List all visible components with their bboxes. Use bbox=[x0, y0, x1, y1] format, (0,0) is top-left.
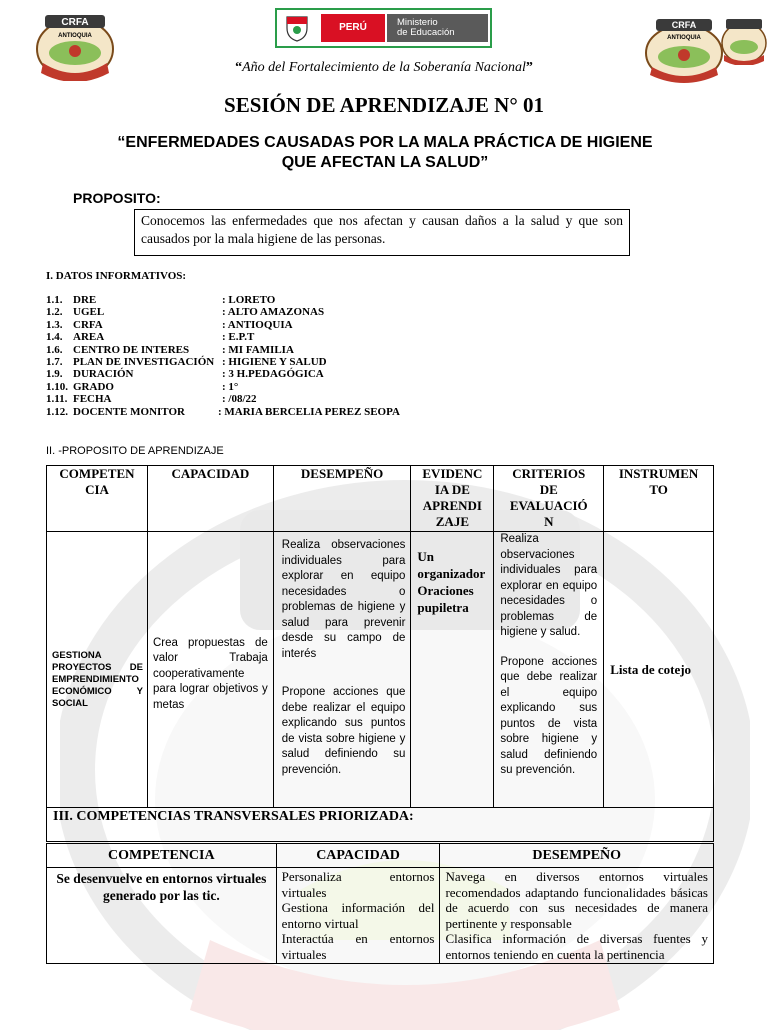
ministry-name-line1: Ministerio bbox=[397, 17, 438, 28]
svg-text:ANTIOQUIA: ANTIOQUIA bbox=[58, 33, 92, 39]
info-number: 1.11. bbox=[46, 393, 68, 406]
instrumento-text: Lista de cotejo bbox=[610, 662, 692, 677]
info-label: DRE bbox=[73, 294, 97, 306]
info-value: : /08/22 bbox=[222, 393, 257, 406]
info-label: PLAN DE INVESTIGACIÓN bbox=[73, 355, 215, 368]
header-desempeno: DESEMPEÑO bbox=[273, 466, 411, 532]
header-instrumento: INSTRUMEN TO bbox=[604, 466, 714, 532]
info-number: 1.10. bbox=[46, 380, 68, 393]
t3-header-capacidad: CAPACIDAD bbox=[276, 844, 440, 868]
info-label: FECHA bbox=[73, 393, 112, 406]
session-title: SESIÓN DE APRENDIZAJE N° 01 bbox=[224, 93, 544, 117]
info-value: : ANTIOQUIA bbox=[222, 318, 293, 331]
evidencia-text-2: Oraciones pupiletra bbox=[417, 583, 474, 615]
criterios-text-2: Propone acciones que debe realizar el equipo explicando sus puntos de vista sobre higiene y salud definiendo su prevención. bbox=[500, 655, 598, 776]
info-value: : 3 H.PEDAGÓGICA bbox=[222, 368, 324, 381]
criterios-text-1: Realiza observaciones individuales para explorar en equipo necesidades o problemas de higiene y salud. bbox=[500, 533, 598, 638]
main-title-line1: “ENFERMEDADES CAUSADAS POR LA MALA PRÁCTICA DE HIGIENE bbox=[117, 134, 653, 151]
section2-title: II. -PROPOSITO DE APRENDIZAJE bbox=[46, 445, 224, 457]
t3-capacidad-1: Personaliza entornos virtuales bbox=[281, 869, 435, 900]
info-value: : 1° bbox=[222, 380, 239, 393]
peru-coat-of-arms-icon bbox=[283, 14, 311, 42]
t3-capacidad-cell bbox=[276, 868, 440, 964]
t3-desempeno-1: Navega en diversos entornos virtuales recomendados adaptando funcionalidades básicas de acuerdo con sus necesidades de manera pertinente y responsable bbox=[445, 869, 708, 931]
instrumento-cell bbox=[604, 532, 714, 808]
capacidad-cell bbox=[147, 532, 273, 808]
purpose-label: PROPOSITO: bbox=[73, 190, 161, 206]
info-value: : ALTO AMAZONAS bbox=[222, 306, 325, 319]
t3-desempeno-2: Clasifica información de diversas fuentes y entornos teniendo en cuenta la pertinencia bbox=[445, 931, 708, 962]
competencia-text: GESTIONA PROYECTOS DE EMPRENDIMIENTO ECONÓMICO Y SOCIAL bbox=[52, 649, 143, 709]
info-number: 1.4. bbox=[46, 331, 63, 344]
header-evidencia: EVIDENC IA DE APRENDI ZAJE bbox=[411, 466, 494, 532]
main-title bbox=[60, 133, 710, 173]
criterios-cell bbox=[494, 532, 604, 808]
section3-title: III. COMPETENCIAS TRANSVERSALES PRIORIZADA: bbox=[47, 808, 714, 842]
info-number: 1.2. bbox=[46, 306, 63, 319]
evidencia-cell bbox=[411, 532, 494, 808]
info-number: 1.3. bbox=[46, 318, 63, 331]
crfa-seal-small bbox=[720, 17, 768, 65]
info-label: DOCENTE MONITOR bbox=[73, 405, 185, 418]
main-title-line2: QUE AFECTAN LA SALUD” bbox=[281, 154, 489, 171]
peru-label: PERÚ bbox=[321, 14, 385, 42]
info-value: : HIGIENE Y SALUD bbox=[222, 355, 327, 368]
header-criterios: CRITERIOS DE EVALUACIÓ N bbox=[494, 466, 604, 532]
header-capacidad: CAPACIDAD bbox=[147, 466, 273, 532]
ministry-name-line2: de Educación bbox=[397, 27, 455, 38]
info-label: UGEL bbox=[73, 306, 105, 319]
t3-competencia-text: Se desenvuelve en entornos virtuales generado por las tic. bbox=[47, 868, 277, 964]
t3-capacidad-2: Gestiona información del entorno virtual bbox=[281, 900, 435, 931]
info-number: 1.9. bbox=[46, 368, 63, 381]
t3-capacidad-3: Interactúa en entornos virtuales bbox=[281, 931, 435, 962]
desempeno-text-2: Propone acciones que debe realizar el equipo explicando sus puntos de vista sobre higiene y salud definiendo su prevención. bbox=[281, 686, 406, 776]
purpose-text: Conocemos las enfermedades que nos afectan y causan daños a la salud y que son causados por la mala higiene de las personas. bbox=[134, 209, 630, 256]
info-number: 1.7. bbox=[46, 355, 63, 368]
transversal-competencies-table bbox=[46, 843, 714, 964]
ministry-name bbox=[387, 14, 488, 42]
t3-header-desempeno: DESEMPEÑO bbox=[440, 844, 714, 868]
t3-header-competencia: COMPETENCIA bbox=[47, 844, 277, 868]
info-value: : MI FAMILIA bbox=[222, 343, 294, 356]
year-motto: “Año del Fortalecimiento de la Soberanía Nacional” bbox=[235, 60, 533, 75]
info-value: : MARIA BERCELIA PEREZ SEOPA bbox=[218, 405, 400, 418]
header-competencia: COMPETEN CIA bbox=[47, 466, 148, 532]
info-label: GRADO bbox=[73, 380, 114, 393]
competencia-cell bbox=[47, 532, 148, 808]
info-label: DURACIÓN bbox=[73, 368, 134, 381]
year-motto-text: Año del Fortalecimiento de la Soberanía Nacional bbox=[242, 60, 526, 75]
section1-title: I. DATOS INFORMATIVOS: bbox=[46, 270, 187, 282]
info-number: 1.1. bbox=[46, 294, 63, 306]
info-value: : LORETO bbox=[222, 294, 276, 306]
ministry-of-education-logo bbox=[275, 8, 492, 48]
svg-text:CRFA: CRFA bbox=[61, 17, 89, 28]
desempeno-text-1: Realiza observaciones individuales para explorar en equipo necesidades o problemas de higiene y salud para prevenir desde su campo de interés bbox=[281, 539, 406, 660]
svg-text:CRFA: CRFA bbox=[671, 20, 697, 30]
capacidad-text: Crea propuestas de valor Trabaja cooperativamente para lograr objetivos y metas bbox=[152, 636, 268, 711]
desempeno-cell bbox=[273, 532, 411, 808]
t3-desempeno-cell bbox=[440, 868, 714, 964]
info-number: 1.12. bbox=[46, 405, 68, 418]
learning-purpose-table bbox=[46, 465, 714, 842]
info-number: 1.6. bbox=[46, 343, 63, 356]
info-label: CRFA bbox=[73, 318, 103, 331]
info-value: : E.P.T bbox=[222, 331, 255, 344]
info-label: AREA bbox=[73, 331, 105, 344]
evidencia-text-1: Un organizador bbox=[417, 549, 486, 581]
svg-text:ANTIOQUIA: ANTIOQUIA bbox=[667, 35, 701, 41]
info-label: CENTRO DE INTERES bbox=[73, 343, 190, 356]
